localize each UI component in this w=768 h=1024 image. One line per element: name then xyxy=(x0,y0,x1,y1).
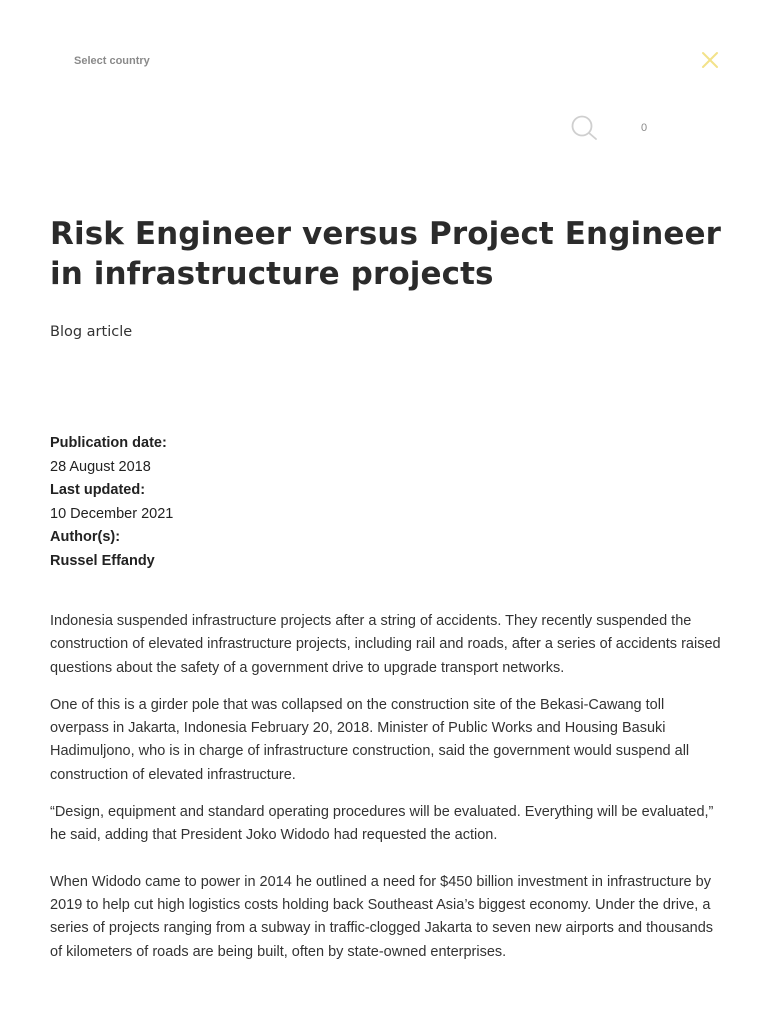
page-title: Risk Engineer versus Project Engineer in infrastructure projects xyxy=(50,216,722,292)
author-name: Russel Effandy xyxy=(50,552,155,569)
authors-label: Author(s): xyxy=(50,529,121,545)
search-icon xyxy=(570,114,598,142)
article-type-label: Blog article xyxy=(50,324,133,340)
article-paragraph: “Design, equipment and standard operating procedures will be evaluated. Everything will be evaluated,” he said, adding that President Joko Widodo had requested the action. xyxy=(50,804,714,844)
close-button[interactable] xyxy=(700,50,720,70)
cart-count[interactable]: 0 xyxy=(641,122,648,134)
top-bar xyxy=(0,0,768,170)
article-paragraph: When Widodo came to power in 2014 he outlined a need for $450 billion investment in infrastructure by 2019 to help cut high logistics costs holding back Southeast Asia’s biggest economy. Under the drive, a series of projects ranging from a subway in traffic-clogged Jakarta to seven new airports and thousands of kilometers of roads are being built, often by state-owned enterprises. xyxy=(50,873,714,960)
last-updated-label: Last updated: xyxy=(50,482,146,498)
article-paragraph: Indonesia suspended infrastructure projects after a string of accidents. They recently suspended the construction of elevated infrastructure projects, including rail and roads, after a series of accidents raised questions about the safety of a government drive to upgrade transport networks. xyxy=(50,613,721,676)
close-icon xyxy=(700,50,720,70)
publication-date-label: Publication date: xyxy=(50,435,167,451)
article-meta xyxy=(50,432,173,573)
publication-date: 28 August 2018 xyxy=(50,458,151,475)
search-button[interactable] xyxy=(570,114,598,142)
last-updated-date: 10 December 2021 xyxy=(50,505,174,522)
article-paragraph: One of this is a girder pole that was collapsed on the construction site of the Bekasi-Cawang toll overpass in Jakarta, Indonesia February 20, 2018. Minister of Public Works and Housing Basuki Hadimuljono, who is in charge of infrastructure construction, said the government would suspend all construction of elevated infrastructure. xyxy=(50,696,690,783)
article-body xyxy=(50,610,722,978)
country-select[interactable]: Select country xyxy=(74,55,150,67)
